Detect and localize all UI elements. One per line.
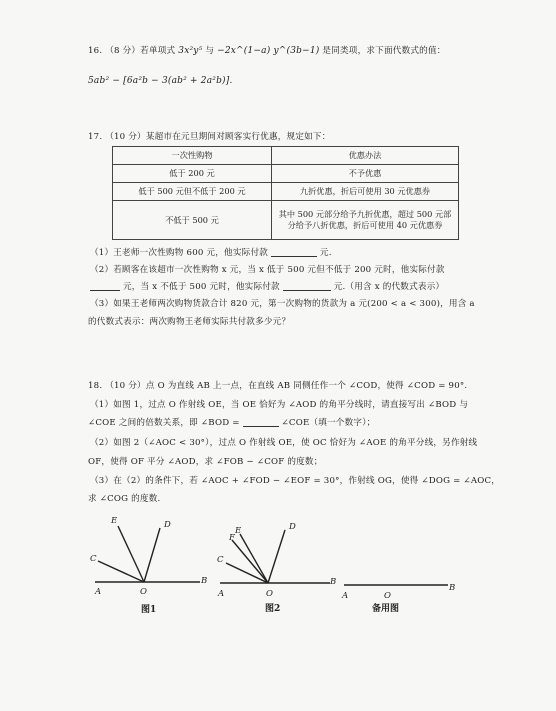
- q18-p1-text-a: ∠COE 之间的倍数关系，即 ∠BOD =: [88, 418, 240, 428]
- label-a: A: [342, 591, 349, 601]
- q17-p2-text-b: 元.（用含 x 的代数式表示）: [333, 282, 445, 292]
- q17-part3-line1: （3）如果王老师两次购物货款合计 820 元，第一次购物的货款为 a 元(200 < a < 300)，用含 a: [90, 299, 475, 309]
- label-o: O: [140, 587, 147, 597]
- label-b: B: [330, 577, 337, 587]
- label-d: D: [164, 520, 171, 530]
- label-o: O: [266, 589, 273, 599]
- q17-part2-line1: （2）若顾客在该超市一次性购物 x 元，当 x 低于 500 元但不低于 200 元时，他实际付款: [90, 265, 445, 275]
- ray-of: [232, 540, 268, 583]
- figure-3-caption: 备用图: [372, 604, 400, 614]
- q17-p1-text-end: 元.: [319, 248, 332, 258]
- q17-part3-line2: 的代数式表示：两次购物王老师实际共付款多少元？: [88, 317, 291, 327]
- figure-1-caption: 图1: [141, 605, 157, 615]
- q18-intro: 18. （10 分）点 O 为直线 AB 上一点，在直线 AB 同侧任作一个 ∠COD，使得 ∠COD = 90°.: [88, 381, 468, 391]
- q18-part2-line1: （2）如图 2（∠AOC < 30°），过点 O 作射线 OE，使 OC 恰好为 ∠AOE 的角平分线，另作射线: [90, 438, 478, 448]
- table-cell-line: 分给予八折优惠，折后可使用 40 元优惠券: [287, 220, 443, 230]
- table-cell-line: 其中 500 元部分给予九折优惠，超过 500 元部: [278, 209, 452, 219]
- label-d: D: [289, 522, 296, 532]
- label-c: C: [217, 555, 224, 565]
- ray-oe: [118, 526, 144, 582]
- q16-term1: 3x²y⁵: [178, 46, 203, 56]
- table-cell: 低于 200 元: [113, 165, 272, 183]
- label-c: C: [90, 554, 97, 564]
- table-cell: 九折优惠，折后可使用 30 元优惠券: [272, 183, 459, 201]
- figure-1: [95, 526, 200, 582]
- q18-part1-line1: （1）如图 1，过点 O 作射线 OE，当 OE 恰好为 ∠AOD 的角平分线时，请直接写出 ∠BOD 与: [90, 400, 469, 410]
- q16-term2: −2x^(1−a) y^(3b−1): [217, 46, 320, 56]
- q18-part2-line2: OF，使得 OF 平分 ∠AOD，求 ∠FOB − ∠COF 的度数；: [88, 457, 323, 467]
- label-f: F: [229, 533, 235, 543]
- label-a: A: [95, 587, 102, 597]
- ray-oc: [98, 561, 144, 582]
- table-cell: 不低于 500 元: [113, 201, 272, 240]
- table-cell: 不予优惠: [272, 165, 459, 183]
- ray-od: [144, 528, 160, 582]
- q17-intro: 17. （10 分）某超市在元旦期间对顾客实行优惠，规定如下：: [88, 132, 331, 142]
- q18-part3-line2: 求 ∠COG 的度数.: [88, 494, 161, 504]
- table-header-cell: 一次性购物: [113, 147, 272, 165]
- q16-and: 与: [205, 46, 215, 56]
- q18-p1-text-b: ∠COE（填一个数字）；: [281, 418, 376, 428]
- figure-2: [220, 530, 330, 583]
- label-e: E: [111, 516, 118, 526]
- label-b: B: [201, 576, 208, 586]
- q16-prefix: 16. （8 分）若单项式: [88, 46, 176, 56]
- figure-3-labels: [341, 583, 455, 614]
- label-e: E: [235, 526, 242, 536]
- ray-od: [268, 530, 285, 583]
- label-b: B: [449, 583, 456, 593]
- figure-2-caption: 图2: [265, 604, 281, 614]
- q16-suffix: 是同类项，求下面代数式的值：: [322, 46, 446, 56]
- table-header-cell: 优惠办法: [272, 147, 459, 165]
- label-o: O: [384, 591, 391, 601]
- label-a: A: [218, 589, 225, 599]
- table-cell: 低于 500 元但不低于 200 元: [113, 183, 272, 201]
- q17-p1-text: （1）王老师一次性购物 600 元，他实际付款: [90, 248, 269, 258]
- q18-part3-line1: （3）在（2）的条件下，若 ∠AOC + ∠FOD − ∠EOF = 30°，作射线 OG，使得 ∠DOG = ∠AOC，: [90, 476, 501, 486]
- q17-p2-text-a: 元，当 x 不低于 500 元时，他实际付款: [122, 282, 280, 292]
- q16-expression: 5ab² − [6a²b − 3(ab² + 2a²b)].: [88, 76, 233, 86]
